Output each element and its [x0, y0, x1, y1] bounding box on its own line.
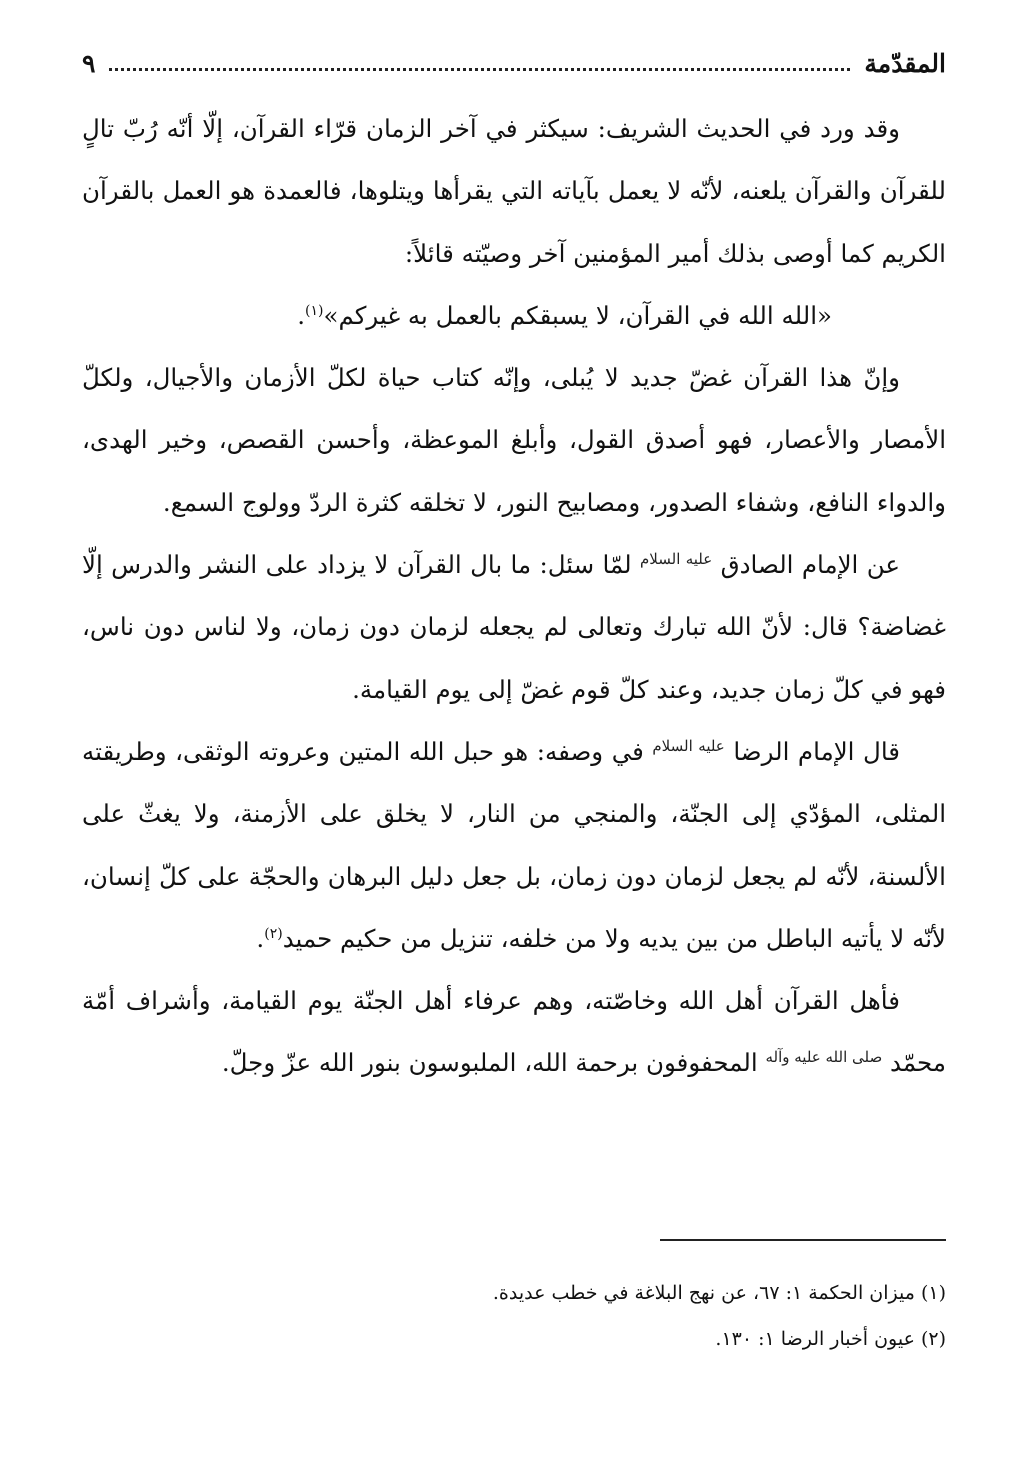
paragraph-text: وإنّ هذا القرآن غضّ جديد لا يُبلى، وإنّه كتاب حياة لكلّ الأزمان والأجيال، ولكلّ الأمصار والأعصار، فهو أصدق القول، وأبلغ الموعظة، وأحسن القصص، وخير الهدى، والدواء النافع، وشفاء الصدور، ومصابيح النور، لا تخلقه كثرة الردّ وولوج السمع. [82, 363, 946, 517]
paragraph-2 [82, 347, 946, 534]
paragraph-text: المحفوفون برحمة الله، الملبوسون بنور الله عزّ وجلّ. [221, 1048, 758, 1078]
paragraph-1 [82, 98, 946, 285]
leader-dots [109, 68, 850, 71]
paragraph-text: لمّا سئل: ما بال القرآن لا يزداد على النشر والدرس إلّا غضاضة؟ قال: لأنّ الله تبارك وتعالى لم يجعله لزمان دون زمان، ولا لناس دون ناس، فهو في كلّ زمان جديد، وعند كلّ قوم غضّ إلى يوم القيامة. [82, 550, 946, 704]
footnote-ref-1: (١) [304, 302, 324, 319]
honorific-mark: عليه السلام [640, 549, 713, 568]
paragraph-3 [82, 534, 946, 721]
paragraph-4 [82, 721, 946, 970]
running-header [82, 38, 946, 88]
paragraph-5 [82, 970, 946, 1095]
paragraph-text: وقد ورد في الحديث الشريف: سيكثر في آخر الزمان قرّاء القرآن، إلّا أنّه رُبّ تالٍ للقرآن والقرآن يلعنه، لأنّه لا يعمل بآياته التي يقرأها ويتلوها، فالعمدة هو العمل بالقرآن الكريم كما أوصى بذلك أمير المؤمنين آخر وصيّته قائلاً: [82, 114, 946, 268]
footnotes [82, 1270, 946, 1362]
paragraph-text: في وصفه: هو حبل الله المتين وعروته الوثقى، وطريقته المثلى، المؤدّي إلى الجنّة، والمنجي من النار، لا يخلق على الأزمنة، ولا يغثّ على الألسنة، لأنّه لم يجعل لزمان دون زمان، بل جعل دليل البرهان والحجّة على كلّ إنسان، لأنّه لا يأتيه الباطل من بين يديه ولا من خلفه، تنزيل من حكيم حميد [82, 736, 946, 953]
page-number: ٩ [82, 48, 96, 78]
footnote-1: (١) ميزان الحكمة ١: ٦٧، عن نهج البلاغة في خطب عديدة. [492, 1282, 946, 1304]
footnote-separator [660, 1239, 946, 1241]
paragraph-text: قال الإمام الرضا [733, 736, 900, 766]
chapter-title: المقدّمة [864, 48, 946, 78]
honorific-mark: عليه السلام [652, 736, 725, 755]
honorific-mark: صلى الله عليه وآله [765, 1048, 883, 1067]
footnote-2: (٢) عيون أخبار الرضا ١: ١٣٠. [715, 1328, 946, 1350]
paragraph-end: . [256, 923, 265, 953]
footnote-ref-2: (٢) [264, 925, 283, 942]
quote-end: . [297, 300, 305, 330]
paragraph-quote [82, 285, 946, 347]
paragraph-text: فأهل القرآن أهل الله وخاصّته، وهم عرفاء أهل الجنّة يوم القيامة، وأشراف أمّة محمّد [82, 986, 946, 1078]
paragraph-text: عن الإمام الصادق [720, 550, 900, 580]
quote-text: «الله الله في القرآن، لا يسبقكم بالعمل به غيركم» [323, 300, 832, 330]
body-text [82, 98, 946, 1095]
